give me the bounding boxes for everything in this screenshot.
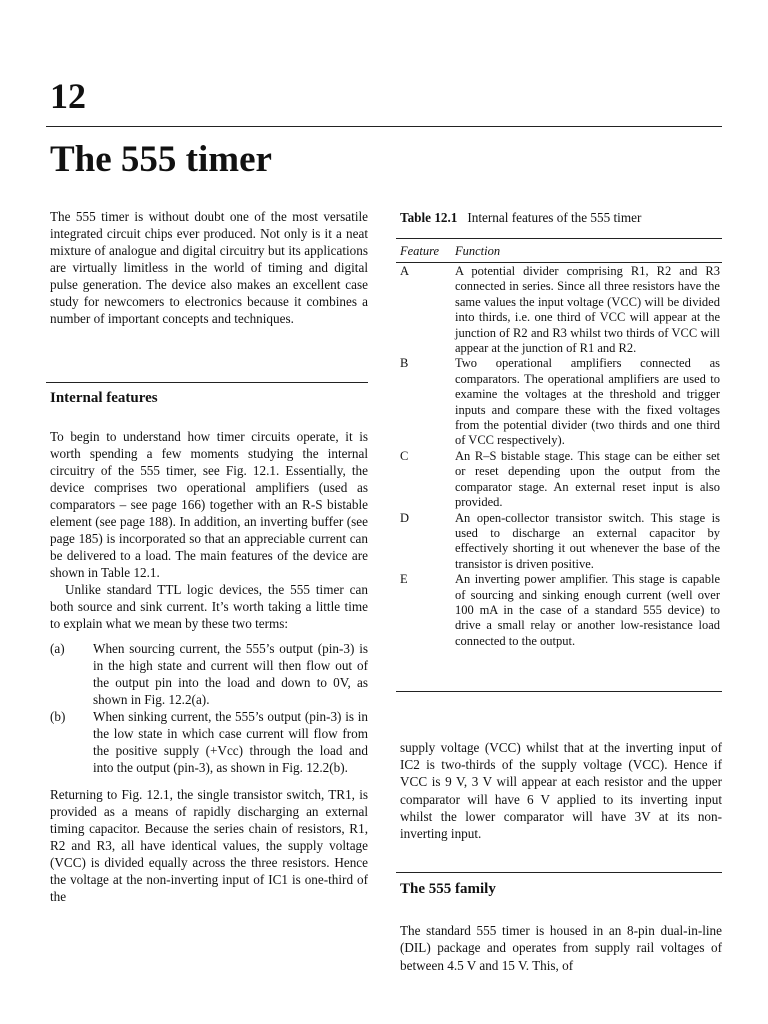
table-header-function: Function — [455, 244, 501, 258]
internal-features-body — [50, 428, 368, 905]
list-item-text: When sinking current, the 555’s output (pin-3) is in the low state in which case current will flow from the positive supply (+Vcc) through the load and into the output (pin-3), as shown in Fig. 12.2(b). — [93, 709, 368, 775]
list-item-label: (b) — [50, 709, 66, 724]
table-cell-feature: A — [400, 264, 410, 278]
table-cell-function: Two operational amplifiers connected as comparators. The operational amplifiers are used to examine the voltages at the threshold and trigger inputs and compare these with the fixed voltages from the potential divider (two thirds and one third of VCC respectively). — [455, 356, 720, 448]
section-rule-internal — [46, 382, 368, 383]
table-body — [400, 264, 720, 649]
section-title-555-family: The 555 family — [400, 881, 496, 897]
internal-paragraph-1: To begin to understand how timer circuits operate, it is worth spending a few moments studying the internal circuitry of the 555 timer, see Fig. 12.1. Essentially, the device comprises two operational amplifiers (used as comparators – see page 166) together with an R-S bistable element (see page 188). In addition, an inverting buffer (see page 185) is incorporated so that an appreciable current can be delivered to a load. The main features of the device are shown in Table 12.1. — [50, 429, 368, 580]
chapter-title: The 555 timer — [50, 139, 272, 180]
chapter-number: 12 — [50, 76, 86, 116]
section-title-internal-features: Internal features — [50, 390, 158, 406]
table-caption — [400, 209, 641, 227]
table-cell-function: A potential divider comprising R1, R2 and R3 connected in series. Since all three resistors have the same values the input voltage (VCC) will be divided into thirds, i.e. one third of VCC will appear at the junction of R2 and R3 whilst two thirds of VCC will appear at the junction of R1 and R2. — [455, 264, 720, 356]
family-paragraph: The standard 555 timer is housed in an 8-pin dual-in-line (DIL) package and operates from supply rail voltages of between 4.5 V and 15 V. This, of — [400, 923, 722, 973]
list-item-label: (a) — [50, 641, 65, 656]
table-caption-text: Internal features of the 555 timer — [467, 210, 642, 225]
internal-paragraph-2: Unlike standard TTL logic devices, the 555 timer can both source and sink current. It’s worth taking a little time to explain what we mean by these two terms: — [50, 582, 368, 631]
table-row — [400, 264, 720, 356]
table-cell-feature: B — [400, 356, 409, 371]
table-bottom-rule — [396, 691, 722, 692]
table-header — [400, 243, 720, 259]
table-cell-function: An inverting power amplifier. This stage is capable of sourcing and sinking enough current (well over 100 mA in the case of a standard 555 device) to drive a small relay or another low-resistance load connected to the output. — [455, 572, 720, 648]
list-item-text: When sourcing current, the 555’s output (pin-3) is in the high state and current will then flow out of the output pin into the load and down to 0V, as shown in Fig. 12.2(a). — [93, 641, 368, 707]
continuation-paragraph: supply voltage (VCC) whilst that at the inverting input of IC2 is two-thirds of the supply voltage (VCC). Hence if VCC is 9 V, 3 V will appear at each resistor and the upper comparator will have 6 V applied to its inverting input whilst the lower comparator will have 3V at its non-inverting input. — [400, 740, 722, 842]
table-row — [400, 356, 720, 448]
table-cell-feature: C — [400, 448, 409, 463]
list-item — [50, 640, 368, 708]
list-item — [50, 708, 368, 776]
table-cell-function: An open-collector transistor switch. This stage is used to discharge an external capacitor by effectively shorting it out whenever the base of the transistor is driven positive. — [455, 510, 720, 571]
table-row — [400, 572, 720, 649]
section-rule-family — [396, 872, 722, 873]
table-cell-function: An R–S bistable stage. This stage can be either set or reset depending upon the output from the comparator stage. An external reset input is also provided. — [455, 448, 720, 510]
table-top-rule — [396, 238, 722, 239]
terms-list — [50, 640, 368, 776]
table-cell-feature: D — [400, 510, 410, 525]
chapter-rule — [46, 126, 722, 127]
table-header-rule — [396, 262, 722, 263]
table-row — [400, 449, 720, 511]
internal-paragraph-3: Returning to Fig. 12.1, the single transistor switch, TR1, is provided as a means of rapidly discharging an external timing capacitor. Because the series chain of resistors, R1, R2 and R3, all have identical values, the supply voltage (VCC) is divided equally across the three resistors. Hence the voltage at the non-inverting input of IC1 is one-third of the — [50, 787, 368, 904]
intro-paragraph: The 555 timer is without doubt one of the most versatile integrated circuit chips ever produced. Not only is it a neat mixture of analogue and digital circuitry but its applications are virtually limitless in the world of timing and digital pulse generation. The device also makes an excellent case study for newcomers to electronics because it combines a number of important concepts and techniques. — [50, 209, 368, 326]
table-cell-feature: E — [400, 572, 408, 587]
table-header-feature: Feature — [400, 244, 440, 258]
table-row — [400, 511, 720, 573]
table-label: Table 12.1 — [400, 210, 458, 225]
